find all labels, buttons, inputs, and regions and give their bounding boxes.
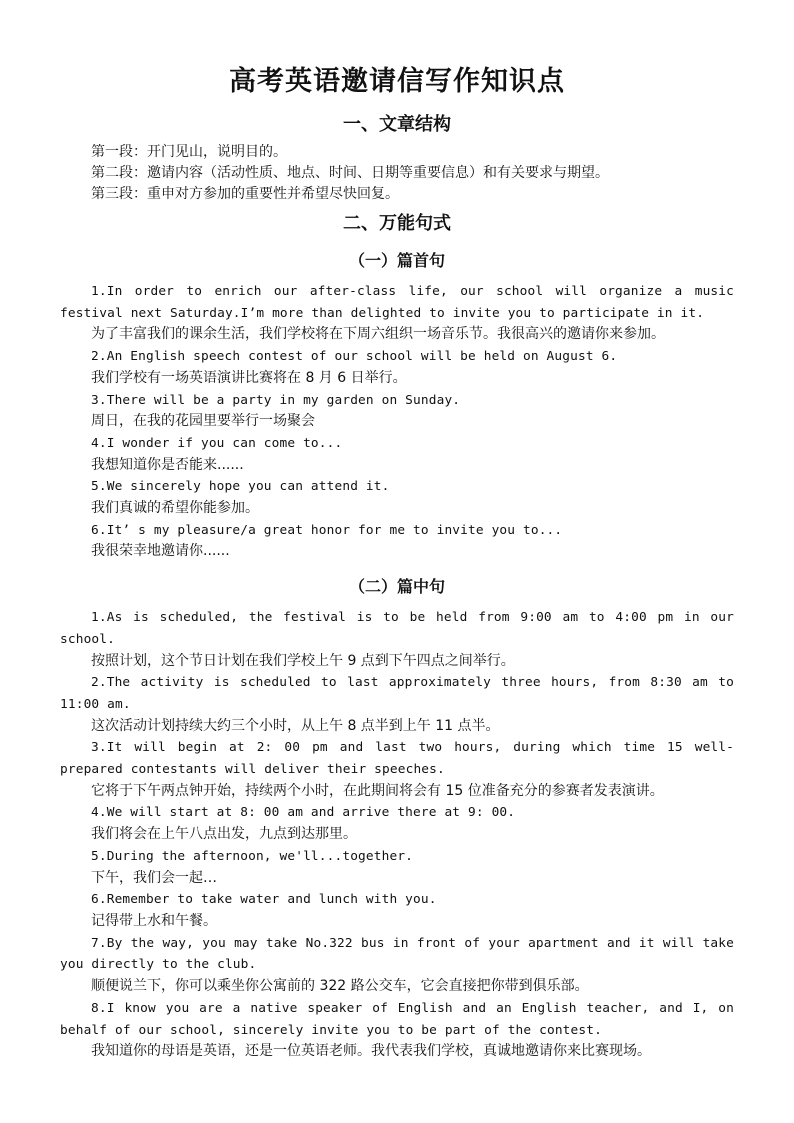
section-heading-sentences: 二、万能句式 [343,213,451,234]
middle-sentence-zh: 我们将会在上午八点出发，九点到达那里。 [91,826,357,843]
subsection-heading-middle: （二）篇中句 [348,577,445,597]
middle-sentences [60,607,734,1063]
middle-sentence-en: 5.During the afternoon, we'll...together. [91,848,414,864]
opening-sentence-en: 4.I wonder if you can come to... [91,435,343,451]
opening-sentence-en: 3.There will be a party in my garden on Sunday. [91,392,461,408]
opening-sentence-zh: 我很荣幸地邀请你...... [91,543,230,560]
middle-sentence-en: 4.We will start at 8: 00 am and arrive there at 9: 00. [91,805,516,821]
opening-sentence-en: 1.In order to enrich our after-class life, our school will organize a music festival next Saturday.I’m more than delighted to invite you to participate in it. [60,284,734,321]
middle-sentence-zh: 下午，我们会一起… [91,869,217,886]
document-title: 高考英语邀请信写作知识点 [229,66,565,97]
opening-sentence-zh: 周日，在我的花园里要举行一场聚会 [91,413,315,430]
structure-paragraph-3: 第三段：重申对方参加的重要性并希望尽快回复。 [91,186,399,202]
middle-sentence-zh: 它将于下午两点钟开始，持续两个小时，在此期间将会有 15 位准备充分的参赛者发表演讲。 [91,782,664,799]
opening-sentence-zh: 我想知道你是否能来...... [91,456,244,473]
middle-sentence-en: 1.As is scheduled, the festival is to be held from 9:00 am to 4:00 pm in our school. [60,610,734,647]
middle-sentence-zh: 顺便说兰下，你可以乘坐你公寓前的 322 路公交车，它会直接把你带到俱乐部。 [91,978,589,995]
opening-sentence-zh: 我们真诚的希望你能参加。 [91,500,259,517]
section-heading-structure: 一、文章结构 [343,114,451,135]
structure-paragraphs [60,142,734,205]
middle-sentence-zh: 我知道你的母语是英语，还是一位英语老师。我代表我们学校，真诚地邀请你来比赛现场。 [91,1043,651,1060]
middle-sentence-en: 7.By the way, you may take No.322 bus in front of your apartment and it will take you directly to the club. [60,935,734,973]
opening-sentence-zh: 我们学校有一场英语演讲比赛将在 8 月 6 日举行。 [91,369,407,386]
middle-sentence-en: 6.Remember to take water and lunch with you. [91,892,437,908]
structure-paragraph-2: 第二段：邀请内容（活动性质、地点、时间、日期等重要信息）和有关要求与期望。 [91,165,609,181]
structure-paragraph-1: 第一段：开门见山，说明目的。 [91,144,287,160]
opening-sentence-zh: 为了丰富我们的课余生活，我们学校将在下周六组织一场音乐节。我很高兴的邀请你来参加。 [91,326,665,343]
opening-sentences [60,281,734,563]
middle-sentence-zh: 这次活动计划持续大约三个小时，从上午 8 点半到上午 11 点半。 [91,717,500,734]
middle-sentence-zh: 记得带上水和午餐。 [91,912,217,929]
middle-sentence-en: 3.It will begin at 2: 00 pm and last two hours, during which time 15 well-prepared contestants will deliver their speeches. [60,740,734,778]
middle-sentence-en: 8.I know you are a native speaker of English and an English teacher, and I, on behalf of our school, sincerely invite you to be part of the contest. [60,1000,734,1038]
middle-sentence-zh: 按照计划，这个节日计划在我们学校上午 9 点到下午四点之间举行。 [91,652,515,669]
opening-sentence-en: 5.We sincerely hope you can attend it. [91,479,390,495]
opening-sentence-en: 6.It’ s my pleasure/a great honor for me to invite you to... [91,522,563,538]
opening-sentence-en: 2.An English speech contest of our school will be held on August 6. [91,349,618,365]
subsection-heading-opening: （一）篇首句 [348,251,445,270]
middle-sentence-en: 2.The activity is scheduled to last approximately three hours, from 8:30 am to 11:00 am. [60,675,734,712]
